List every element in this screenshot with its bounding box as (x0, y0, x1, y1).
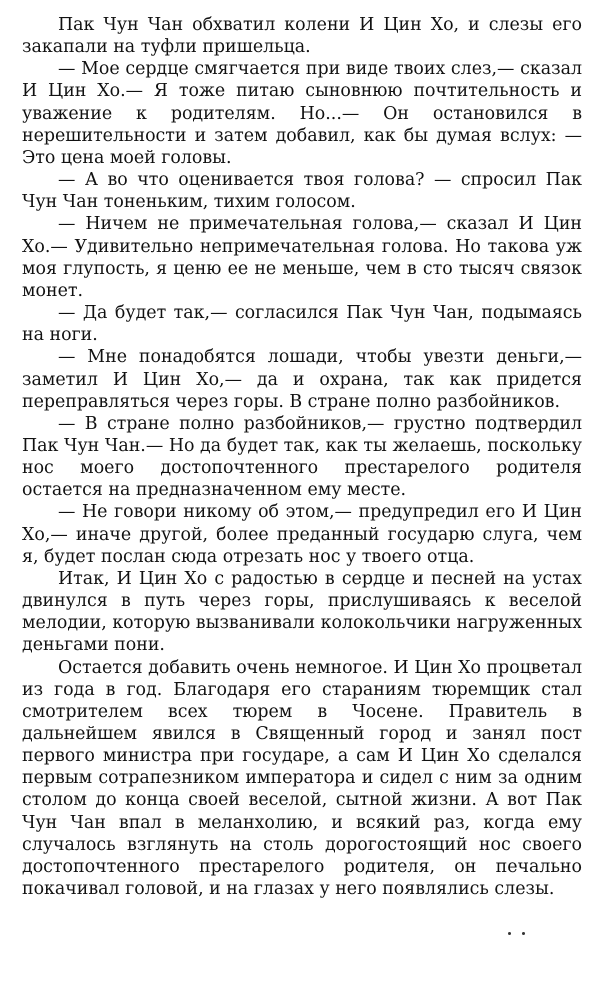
paragraph-7: — В стране полно разбойников,— грустно подтвердил Пак Чун Чан.— Но да будет так, как ты желаешь, поскольку нос моего достопочтенного престарелого родителя остается на предназначенном ему месте. (22, 413, 582, 501)
paragraph-3: — А во что оценивается твоя голова? — спросил Пак Чун Чан тоненьким, тихим голосом. (22, 170, 582, 213)
paragraph-2: — Мое сердце смягчается при виде твоих слез,— сказал И Цин Хо.— Я тоже питаю сыновнюю почтительность и уважение к родителям. Но...— Он остановился в нерешительности и затем добавил, как бы думая вслух: — Это цена моей головы. (22, 59, 582, 168)
paragraph-9: Итак, И Цин Хо с радостью в сердце и песней на устах двинулся в путь через горы, прислушиваясь к веселой мелодии, которую вызванивали колокольчики нагруженных деньгами пони. (22, 568, 582, 656)
print-specks (508, 932, 532, 936)
paragraph-8: — Не говори никому об этом,— предупредил его И Цин Хо,— иначе другой, более преданный государю слуга, чем я, будет послан сюда отрезать нос у твоего отца. (22, 502, 582, 567)
paragraph-4: — Ничем не примечательная голова,— сказал И Цин Хо.— Удивительно непримечательная голова. Но такова уж моя глупость, я ценю ее не меньше, чем в сто тысяч связок монет. (22, 214, 582, 301)
paragraph-5: — Да будет так,— согласился Пак Чун Чан, подымаясь на ноги. (22, 303, 582, 346)
paragraph-1: Пак Чун Чан обхватил колени И Цин Хо, и слезы его закапали на туфли пришельца. (22, 15, 582, 58)
page-text (22, 14, 582, 900)
paragraph-10: Остается добавить очень немногое. И Цин Хо процветал из года в год. Благодаря его стараниям тюремщик стал смотрителем всех тюрем в Чосене. Правитель в дальнейшем явился в Священный город и занял пост первого министра при государе, а сам И Цин Хо сделался первым сотрапезником императора и сидел с ним за одним столом до конца своей веселой, сытной жизни. А вот Пак Чун Чан впал в меланхолию, и всякий раз, когда ему случалось взглянуть на столь дорогостоящий нос своего достопочтенного престарелого родителя, он печально покачивал головой, и на глазах у него появлялись слезы. (22, 657, 582, 900)
paragraph-6: — Мне понадобятся лошади, чтобы увезти деньги,— заметил И Цин Хо,— да и охрана, так как придется переправляться через горы. В стране полно разбойников. (22, 347, 582, 412)
